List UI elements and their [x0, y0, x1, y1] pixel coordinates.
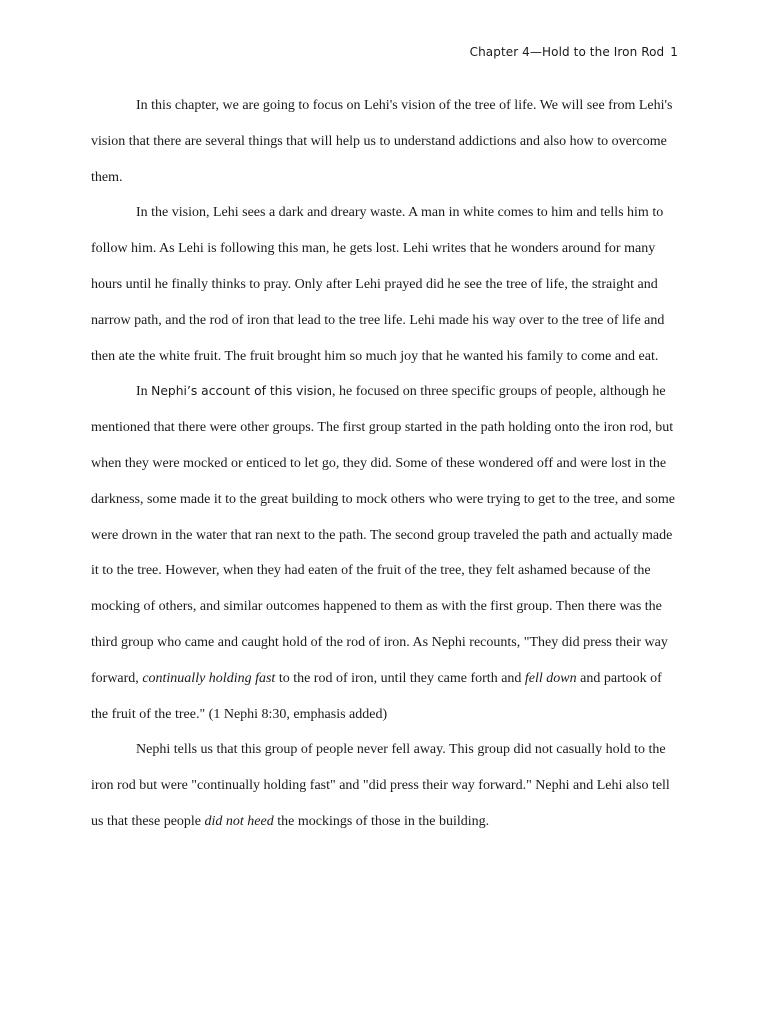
emphasis-text: did not heed: [204, 813, 274, 829]
paragraph-text: the mockings of those in the building.: [273, 813, 490, 829]
paragraph-text-alt-font: Nephi’s account of this vision: [151, 384, 333, 399]
paragraph-2: [91, 195, 681, 374]
paragraph-text: In the vision, Lehi sees a dark and dreary waste. A man in white comes to him and tells him to follow him. As Lehi is following this man, he gets lost. Lehi writes that he wonders around for many hours until he finally thinks to pray. Only after Lehi prayed did he see the tree of life, the straight and narrow path, and the rod of iron that lead to the tree life. Lehi made his way over to the tree of life and then ate the white fruit. The fruit brought him so much joy that he wanted his family to come and eat.: [91, 205, 665, 364]
emphasis-text: fell down: [524, 670, 577, 686]
paragraph-text: In: [136, 384, 152, 400]
paragraph-text: and partook of the fruit of the tree." (1 Nephi 8:30, emphasis added): [91, 670, 662, 722]
paragraph-text: In this chapter, we are going to focus on Lehi's vision of the tree of life. We will see from Lehi's vision that there are several things that will help us to understand addictions and also how to overcome them.: [91, 98, 673, 185]
running-header: [470, 45, 678, 59]
document-body: [91, 88, 681, 840]
paragraph-3: [91, 374, 681, 732]
running-title: Chapter 4—Hold to the Iron Rod: [469, 45, 665, 59]
paragraph-text: Nephi tells us that this group of people never fell away. This group did not casually hold to the iron rod but were "continually holding fast" and "did press their way forward." Nephi and Lehi also tell us that these people: [91, 742, 670, 829]
paragraph-text: to the rod of iron, until they came forth and: [275, 670, 525, 686]
page-number: 1: [670, 45, 678, 59]
emphasis-text: continually holding fast: [142, 670, 276, 686]
paragraph-1: [91, 88, 681, 195]
paragraph-text: , he focused on three specific groups of people, although he mentioned that there were other groups. The first group started in the path holding onto the iron rod, but when they were mocked or enticed to let go, they did. Some of these wondered off and were lost in the darkness, some made it to the great building to mock others who were trying to get to the tree, and some were drown in the water that ran next to the path. The second group traveled the path and actually made it to the tree. However, when they had eaten of the fruit of the tree, they felt ashamed because of the mocking of others, and similar outcomes happened to them as with the first group. Then there was the third group who came and caught hold of the rod of iron. As Nephi recounts, "They did press their way forward,: [91, 384, 675, 686]
paragraph-4: [91, 732, 681, 839]
